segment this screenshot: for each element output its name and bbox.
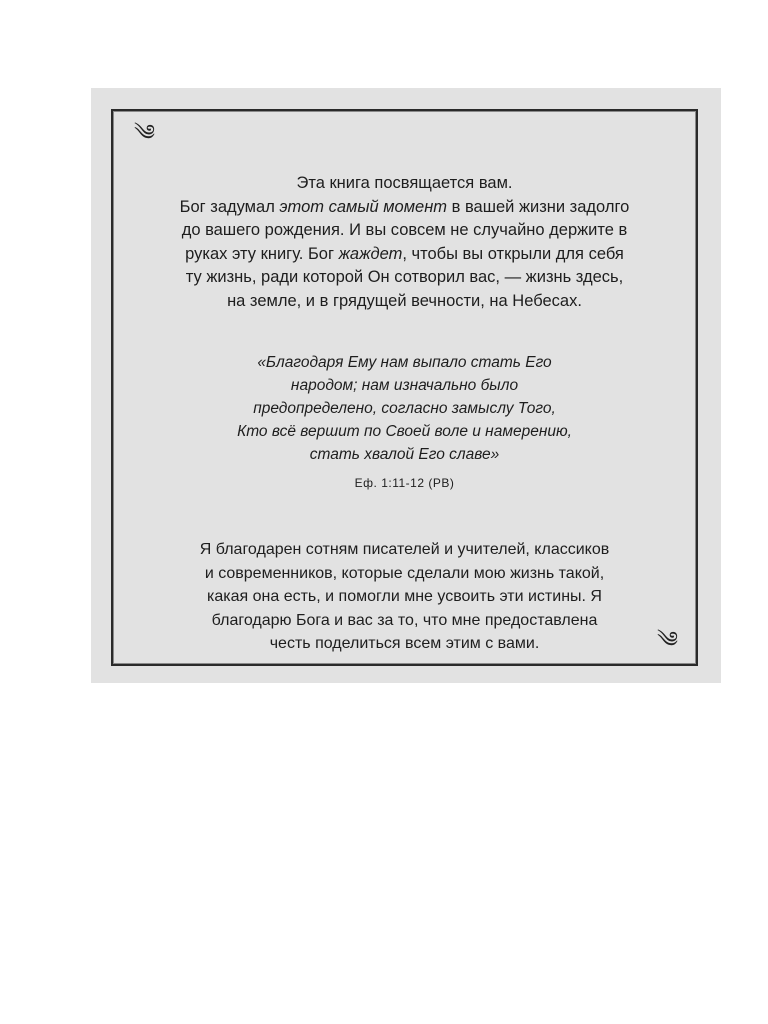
- acknowledgment-line: и современников, которые сделали мою жизнь такой,: [204, 564, 605, 582]
- quote-line: «Благодаря Ему нам выпало стать Его: [257, 354, 552, 371]
- emphasis: этот самый момент: [279, 197, 448, 216]
- dedication-line: до вашего рождения. И вы совсем не случайно держите в: [181, 221, 628, 239]
- scripture-quote: [113, 351, 696, 490]
- emphasis: жаждет: [338, 244, 403, 263]
- dedication-line: Бог задумал этот самый момент в вашей жизни задолго: [179, 197, 630, 216]
- quote-line: Кто всё вершит по Своей воле и намерению,: [237, 423, 572, 440]
- dedication-line: руках эту книгу. Бог жаждет, чтобы вы открыли для себя: [185, 244, 624, 263]
- decorative-frame: [111, 109, 698, 666]
- scripture-reference: Еф. 1:11-12 (РВ): [354, 476, 455, 490]
- quote-line: стать хвалой Его славе»: [309, 446, 500, 463]
- scanned-page: [91, 88, 721, 683]
- acknowledgment-line: Я благодарен сотням писателей и учителей, классиков: [199, 541, 610, 558]
- dedication-line: на земле, и в грядущей вечности, на Небесах.: [227, 291, 582, 310]
- acknowledgment-paragraph: [113, 538, 696, 656]
- corner-ornament-icon: ༄: [134, 121, 156, 146]
- acknowledgment-line: какая она есть, и помогли мне усвоить эти истины. Я: [207, 588, 602, 605]
- corner-ornament-icon: ༄: [656, 628, 678, 653]
- acknowledgment-line: честь поделиться всем этим с вами.: [269, 635, 540, 652]
- dedication-line: Эта книга посвящается вам.: [296, 174, 513, 192]
- acknowledgment-line: благодарю Бога и вас за то, что мне предоставлена: [211, 611, 598, 629]
- quote-line: народом; нам изначально было: [290, 377, 519, 394]
- quote-line: предопределено, согласно замыслу Того,: [253, 400, 556, 417]
- dedication-paragraph: [113, 172, 696, 313]
- dedication-line: ту жизнь, ради которой Он сотворил вас, — жизнь здесь,: [185, 268, 624, 286]
